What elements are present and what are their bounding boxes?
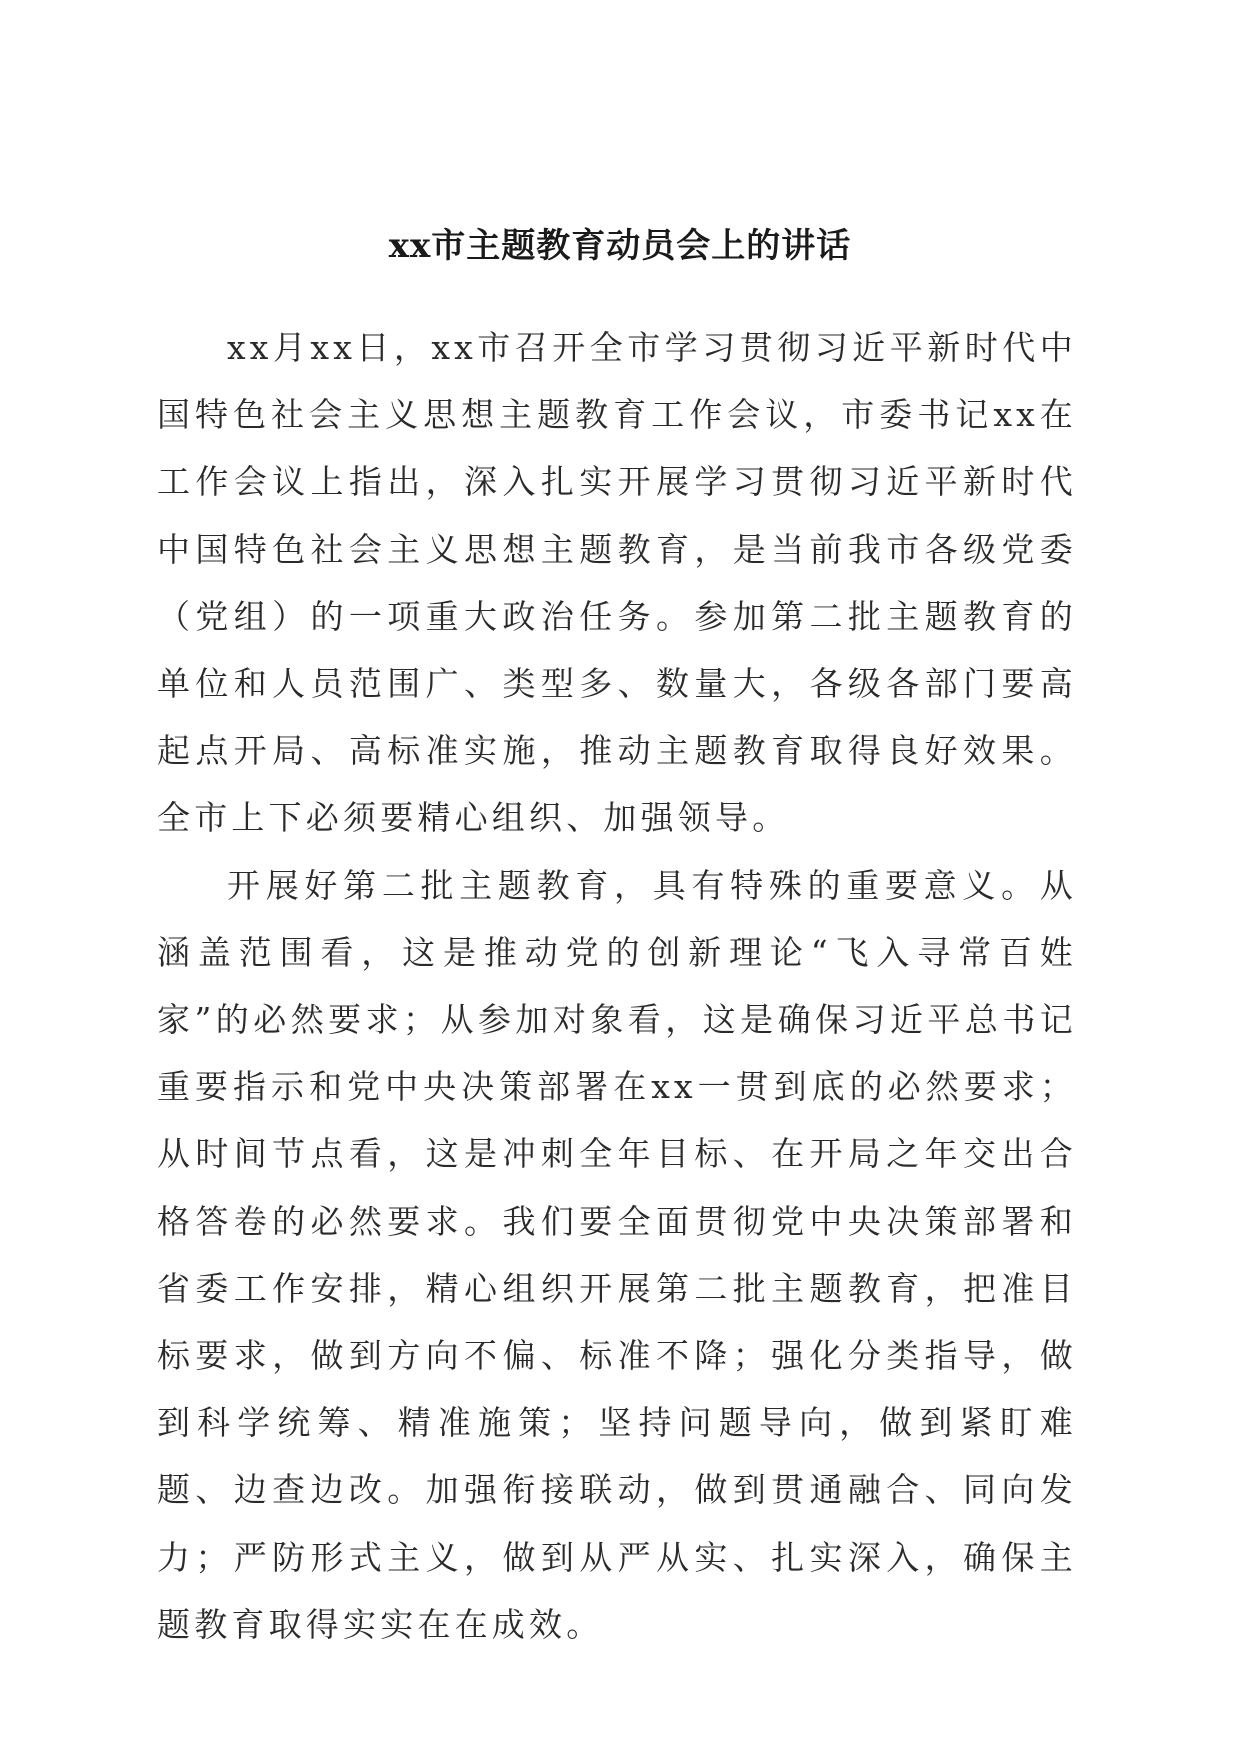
page-title: xx市主题教育动员会上的讲话 (388, 226, 852, 266)
paragraph-2: 开展好第二批主题教育，具有特殊的重要意义。从涵盖范围看，这是推动党的创新理论“飞入寻常百姓家”的必然要求；从参加对象看，这是确保习近平总书记重要指示和党中央决策部署在xx一贯到底的必然要求；从时间节点看，这是冲刺全年目标、在开局之年交出合格答卷的必然要求。我们要全面贯彻党中央决策部署和省委工作安排，精心组织开展第二批主题教育，把准目标要求，做到方向不偏、标准不降；强化分类指导，做到科学统筹、精准施策；坚持问题导向，做到紧盯难题、边查边改。加强衔接联动，做到贯通融合、同向发力；严防形式主义，做到从严从实、扎实深入，确保主题教育取得实实在在成效。 (157, 865, 1077, 1644)
paragraph-1: xx月xx日，xx市召开全市学习贯彻习近平新时代中国特色社会主义思想主题教育工作会议，市委书记xx在工作会议上指出，深入扎实开展学习贯彻习近平新时代中国特色社会主义思想主题教育，是当前我市各级党委（党组）的一项重大政治任务。参加第二批主题教育的单位和人员范围广、类型多、数量大，各级各部门要高起点开局、高标准实施，推动主题教育取得良好效果。全市上下必须要精心组织、加强领导。 (157, 328, 1077, 838)
document-body (157, 314, 1077, 1658)
